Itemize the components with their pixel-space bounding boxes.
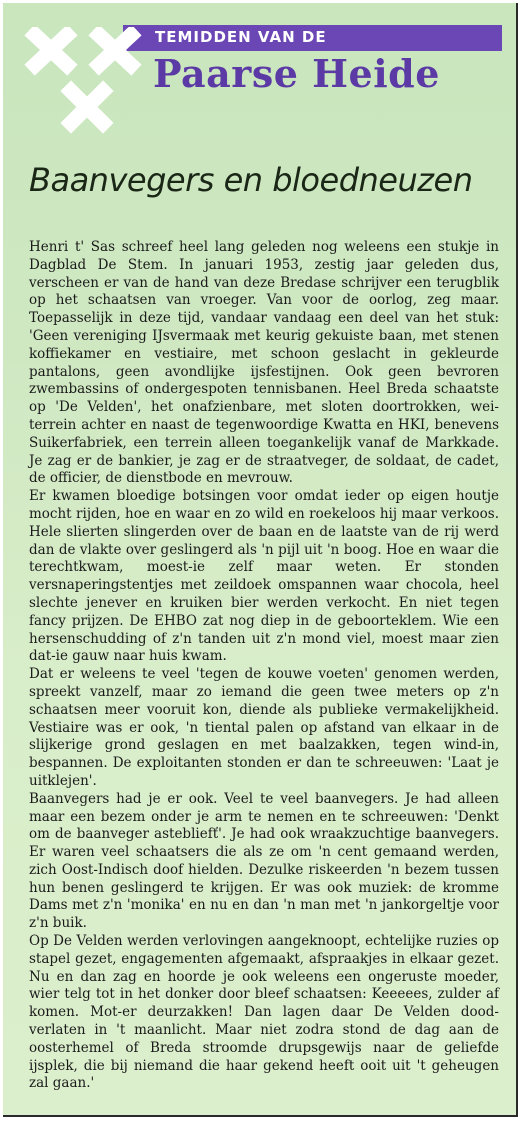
article-paragraph: Henri t' Sas schreef heel lang geleden nog weleens een stukje in Dagblad De Stem. In januari 1953, zestig jaar geleden dus, verscheen er van de hand van deze Bredase schrijver een terugblik op het schaatsen van vroeger. Van voor de oorlog, zeg maar. Toepasselijk in deze tijd, vandaar vandaag een deel van het stuk: 'Geen vereniging IJsvermaak met keurig gekuiste baan, met stenen koffiekamer en vestiaire, met schoon geslacht in gekleurde pantalons, geen avondlijke ijsfestijnen. Ook geen bevroren zwembassins of ondergespoten tennisbanen. Heel Breda schaatste op 'De Velden', het onafzienbare, met sloten doortrokken, wei-terrein achter en naast de tegenwoordige Kwatta en HKI, benevens Suikerfabriek, een terrein alleen toegankelijk vanaf de Markkade. Je zag er de bankier, je zag er de straatveger, de soldaat, de cadet, de officier, de dienstbode en mevrouw. <box>29 239 499 487</box>
column-masthead <box>3 3 518 121</box>
three-white-saltire-crosses-icon <box>23 27 153 137</box>
article-paragraph: Baanvegers had je er ook. Veel te veel baanvegers. Je had alleen maar een bezem onder je arm te nemen en te schreeuwen: 'Denkt om de baanveger astebliefť'. Je had ook wraakzuchtige baanvegers. Er waren veel schaatsers die als ze om 'n cent gemaand werden, zich Oost-Indisch doof hielden. Dezulke riskeerden 'n bezem tussen hun benen geslingerd te krijgen. Er was ook muziek: de kromme Dams met z'n 'monika' en nu en dan 'n man met 'n jankorgeltje voor z'n buik. <box>29 790 499 932</box>
article-paragraph: Er kwamen bloedige botsingen voor omdat ieder op eigen houtje mocht rijden, hoe en waar en zo wild en roekeloos hij maar verkoos. Hele slierten slingerden over de baan en de laatste van de rij werd dan de vlakte over geslingerd als 'n pijl uit 'n boog. Hoe en waar die terechtkwam, moest-ie zelf maar weten. Er stonden versnaperingstentjes met zeildoek omspannen waar chocola, heel slechte jenever en kruiken bier werden verkocht. En niet tegen fancy prijzen. De EHBO zat nog diep in de geboorteklem. Wie een hersenschudding of z'n tanden uit z'n mond viel, moest maar zien dat-ie gauw naar huis kwam. <box>29 488 499 665</box>
newspaper-clipping <box>3 3 518 1117</box>
article-paragraph: Dat er weleens te veel 'tegen de kouwe voeten' genomen werden, spreekt vanzelf, maar zo iemand die geen twee meters op z'n schaatsen meer vooruit kon, diende als publieke vermakelijkheid. Vestiaire was er ook, 'n tiental palen op afstand van elkaar in de slijkerige grond geslagen en met baalzakken, tegen wind-in, bespannen. De exploitanten stonden er dan te schreeuwen: 'Laat je uitklejen'. <box>29 666 499 789</box>
column-kicker: TEMIDDEN VAN DE <box>155 28 327 46</box>
article-body <box>29 239 499 1093</box>
article-headline: Baanvegers en bloedneuzen <box>29 161 473 199</box>
article-paragraph: Op De Velden werden verlovingen aangeknoopt, echtelijke ruzies op stapel gezet, engagementen afgemaakt, afspraakjes in elkaar gezet. Nu en dan zag en hoorde je ook weleens een ongeruste moeder, wier telg tot in het donker door bleef schaatsen: Keeeees, zulder af komen. Mot-er deurzakken! Dan lagen daar De Velden dood-verlaten in 't maanlicht. Maar niet zodra stond de dag aan de oosterhemel of Breda stroomde drupsgewijs naar de geliefde ijsplek, die bij niemand die haar gekend heeft ooit uit 't geheugen zal gaan.' <box>29 933 499 1092</box>
column-title: Paarse Heide <box>153 51 440 96</box>
